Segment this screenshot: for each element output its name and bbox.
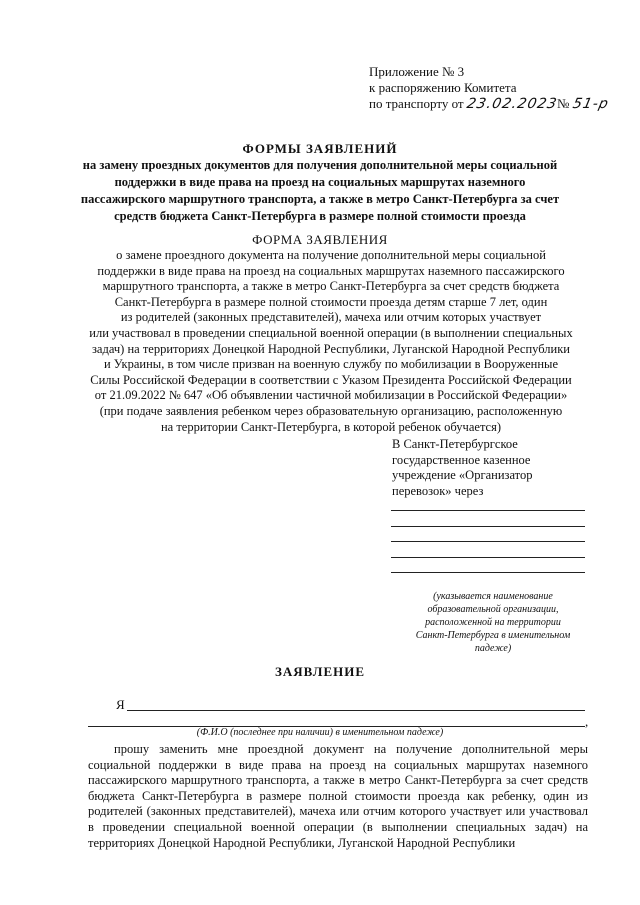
addressee-block bbox=[392, 437, 592, 499]
statement-body: прошу заменить мне проездной документ на получение дополнительной меры социальной поддержки в виде права на проезд на социальных маршрутах наземного пассажирского маршрутного транспорта, а также в метро Санкт-Петербурга за счет средств бюджета Санкт-Петербурга в размере полной стоимости проезда как ребенку, один из родителей (законных представителей), мачеха или отчим которого участвует или участвовал в проведении специальной военной операции (в выполнении специальных задач) на территориях Донецкой Народной Республики, Луганской Народной Республики bbox=[88, 742, 588, 850]
name-comma: , bbox=[585, 714, 589, 729]
form-desc-line: и Украины, в том числе призван на военную службу по мобилизации в Вооруженные bbox=[103, 357, 559, 372]
form-desc-line: о замене проездного документа на получение дополнительной меры социальной bbox=[116, 248, 546, 262]
forms-subtitle-line: средств бюджета Санкт-Петербурга в размере полной стоимости проезда bbox=[114, 209, 526, 223]
form-desc-line: Силы Российской Федерации в соответствии с Указом Президента Российской Федерации bbox=[90, 372, 572, 387]
hint-line: падеже) bbox=[474, 643, 512, 654]
form-desc-line: поддержки в виде права на проезд на социальных маршрутах наземного пассажирского bbox=[97, 263, 565, 278]
name-hint: (Ф.И.О (последнее при наличии) в именительном падеже) bbox=[196, 727, 444, 738]
hint-line: расположенной на территории bbox=[425, 617, 561, 628]
addressee-line: учреждение «Организатор bbox=[392, 468, 533, 483]
form-desc-line: или участвовал в проведении специальной военной операции (в выполнении специальных bbox=[89, 325, 573, 340]
form-desc-line: Санкт-Петербурга в размере полной стоимости проезда детям старше 7 лет, один bbox=[114, 294, 548, 309]
hint-line: Санкт-Петербурга в именительном bbox=[415, 630, 571, 641]
organization-fill-lines[interactable] bbox=[391, 510, 585, 588]
fill-line[interactable] bbox=[391, 510, 585, 511]
form-desc-line: на территории Санкт-Петербурга, в которой ребенок обучается) bbox=[160, 419, 502, 434]
fill-line[interactable] bbox=[391, 572, 585, 573]
hint-line: (указывается наименование bbox=[433, 591, 553, 602]
fill-line[interactable] bbox=[391, 557, 585, 558]
organization-hint bbox=[398, 590, 588, 655]
appendix-order: к распоряжению Комитета bbox=[369, 80, 517, 95]
handwritten-date: 23.02.2023 bbox=[465, 96, 559, 112]
form-desc-line: из родителей (законных представителей), мачеха или отчим которых участвует bbox=[120, 310, 542, 325]
appendix-number: Приложение № 3 bbox=[369, 64, 465, 79]
forms-subtitle-line: на замену проездных документов для получения дополнительной меры социальной bbox=[82, 158, 558, 172]
name-fill-line[interactable] bbox=[127, 710, 585, 711]
hint-line: образовательной организации, bbox=[427, 604, 559, 615]
ya-label: Я bbox=[116, 697, 125, 712]
appendix-block bbox=[369, 64, 611, 112]
forms-title: ФОРМЫ ЗАЯВЛЕНИЙ bbox=[242, 141, 398, 156]
appendix-date-line bbox=[369, 96, 611, 112]
fill-line[interactable] bbox=[391, 541, 585, 542]
addressee-line: государственное казенное bbox=[392, 452, 531, 467]
addressee-line: В Санкт-Петербургское bbox=[392, 437, 518, 451]
forms-subtitle-line: пассажирского маршрутного транспорта, а также в метро Санкт-Петербурга за счет bbox=[80, 192, 560, 206]
appendix-date-prefix: по транспорту от bbox=[369, 96, 464, 111]
form-description bbox=[78, 248, 584, 435]
form-desc-line: задач) на территориях Донецкой Народной Республики, Луганской Народной Республики bbox=[91, 341, 570, 356]
forms-subtitle-line: поддержки в виде права на проезд на социальных маршрутах наземного bbox=[114, 175, 526, 189]
statement-title: ЗАЯВЛЕНИЕ bbox=[274, 664, 366, 679]
handwritten-number: 51-р bbox=[570, 96, 611, 112]
fill-line[interactable] bbox=[391, 526, 585, 527]
form-heading: ФОРМА ЗАЯВЛЕНИЯ bbox=[252, 232, 388, 247]
addressee-line: перевозок» через bbox=[392, 483, 484, 498]
form-desc-line: маршрутного транспорта, а также в метро Санкт-Петербурга за счет средств бюджета bbox=[102, 279, 560, 294]
number-sign: № bbox=[557, 96, 570, 111]
forms-subtitle bbox=[70, 157, 570, 225]
form-desc-line: (при подаче заявления ребенком через образовательную организацию, расположенную bbox=[99, 403, 563, 418]
form-desc-line: от 21.09.2022 № 647 «Об объявлении частичной мобилизации в Российской Федерации» bbox=[94, 388, 568, 403]
